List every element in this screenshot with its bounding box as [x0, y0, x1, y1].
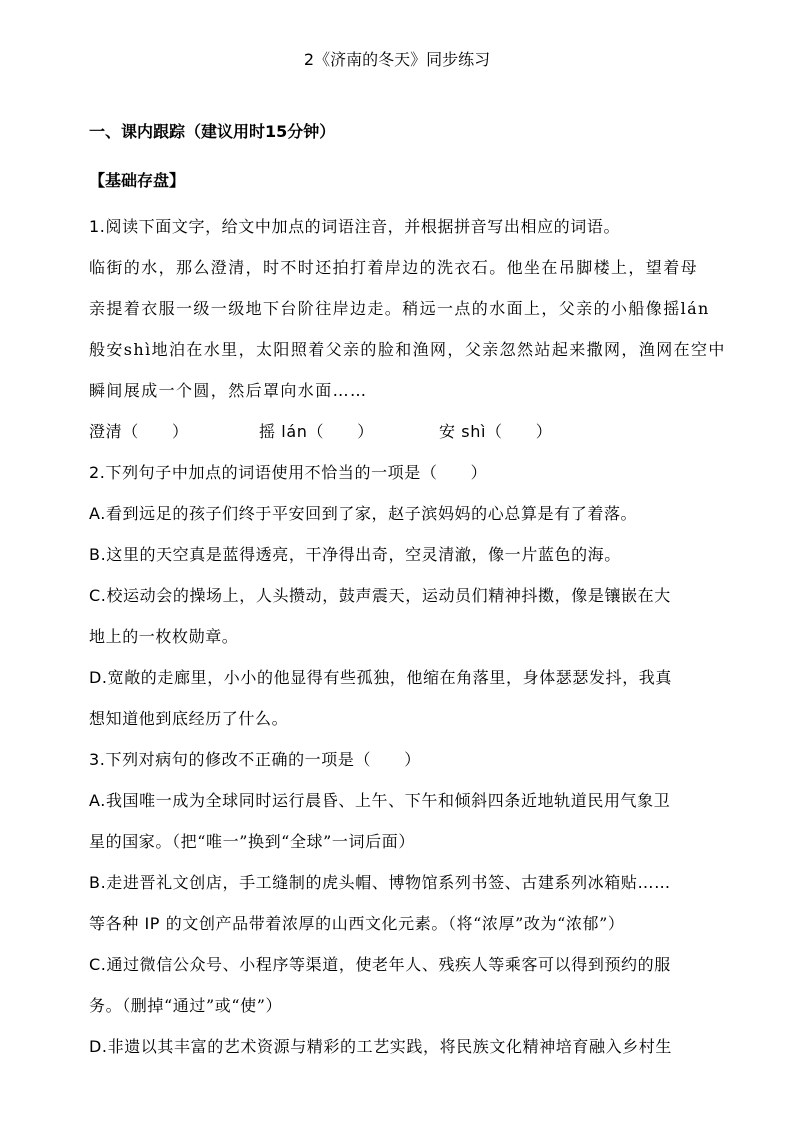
option-note: （删掉“通过”或“使”）	[122, 996, 283, 1015]
question-3-stem: 3.下列对病句的修改不正确的一项是（ ）	[89, 750, 421, 769]
content	[89, 206, 749, 1067]
option-line: D.宽敞的走廊里，小小的他显得有些孤独，他缩在角落里，身体瑟瑟发抖，我真	[89, 668, 673, 687]
option-line: 星的国家。	[89, 832, 173, 851]
passage-line: 临街的水，那么澄清，时不时还拍打着岸边的洗衣石。他坐在吊脚楼上，望着母	[89, 258, 699, 277]
option-line: 想知道他到底经历了什么。	[89, 709, 289, 728]
passage-line: 瞬间展成一个圆，然后罩向水面……	[89, 381, 368, 400]
section-title: 一、课内跟踪（建议用时15分钟）	[89, 122, 336, 141]
passage-line: 亲提着衣服一级一级地下台阶往岸边走。稍远一点的水面上，父亲的小船像摇lán	[89, 299, 710, 318]
answer-blank[interactable]: 澄清（ ）	[89, 422, 189, 441]
option-line: 务。	[89, 996, 123, 1015]
answer-blank[interactable]: 安 shì（ ）	[439, 422, 553, 441]
subheader-basics: 【基础存盘】	[89, 171, 186, 190]
page-title: 2《济南的冬天》同步练习	[303, 50, 491, 69]
passage-line: 般安shì地泊在水里，太阳照着父亲的脸和渔网，父亲忽然站起来撒网，渔网在空中	[89, 340, 726, 359]
question-3-option-b	[89, 862, 749, 944]
question-2-option-a: A.看到远足的孩子们终于平安回到了家，赵子滨妈妈的心总算是有了着落。	[89, 504, 638, 523]
question-2-option-d	[89, 657, 749, 739]
option-note: （把“唯一”换到“全球”一词后面）	[172, 832, 415, 851]
option-line: 等各种 IP 的文创产品带着浓厚的山西文化元素。	[89, 914, 448, 933]
answer-blank[interactable]: 摇 lán（ ）	[259, 422, 374, 441]
option-line: D.非遗以其丰富的艺术资源与精彩的工艺实践，将民族文化精神培育融入乡村生	[89, 1037, 673, 1056]
option-line: B.走进晋礼文创店，手工缝制的虎头帽、博物馆系列书签、古建系列冰箱贴……	[89, 873, 671, 892]
option-line: 地上的一枚枚勋章。	[89, 627, 239, 646]
option-line: C.通过微信公众号、小程序等渠道，使老年人、残疾人等乘客可以得到预约的服	[89, 955, 671, 974]
question-1-stem: 1.阅读下面文字，给文中加点的词语注音，并根据拼音写出相应的词语。	[89, 217, 621, 236]
question-2-option-c	[89, 575, 749, 657]
answer-blanks	[89, 411, 749, 452]
question-3-option-c	[89, 944, 749, 1026]
option-line: A.我国唯一成为全球同时运行晨昏、上午、下午和倾斜四条近地轨道民用气象卫	[89, 791, 671, 810]
reading-passage	[89, 247, 749, 411]
question-3-option-a	[89, 780, 749, 862]
option-note: （将“浓厚”改为“浓郁”）	[447, 914, 625, 933]
question-2-option-b: B.这里的天空真是蓝得透亮，干净得出奇，空灵清澈，像一片蓝色的海。	[89, 545, 621, 564]
question-2-stem: 2.下列句子中加点的词语使用不恰当的一项是（ ）	[89, 463, 488, 482]
option-line: C.校运动会的操场上，人头攒动，鼓声震天，运动员们精神抖擞，像是镶嵌在大	[89, 586, 671, 605]
question-3-option-d	[89, 1026, 749, 1067]
